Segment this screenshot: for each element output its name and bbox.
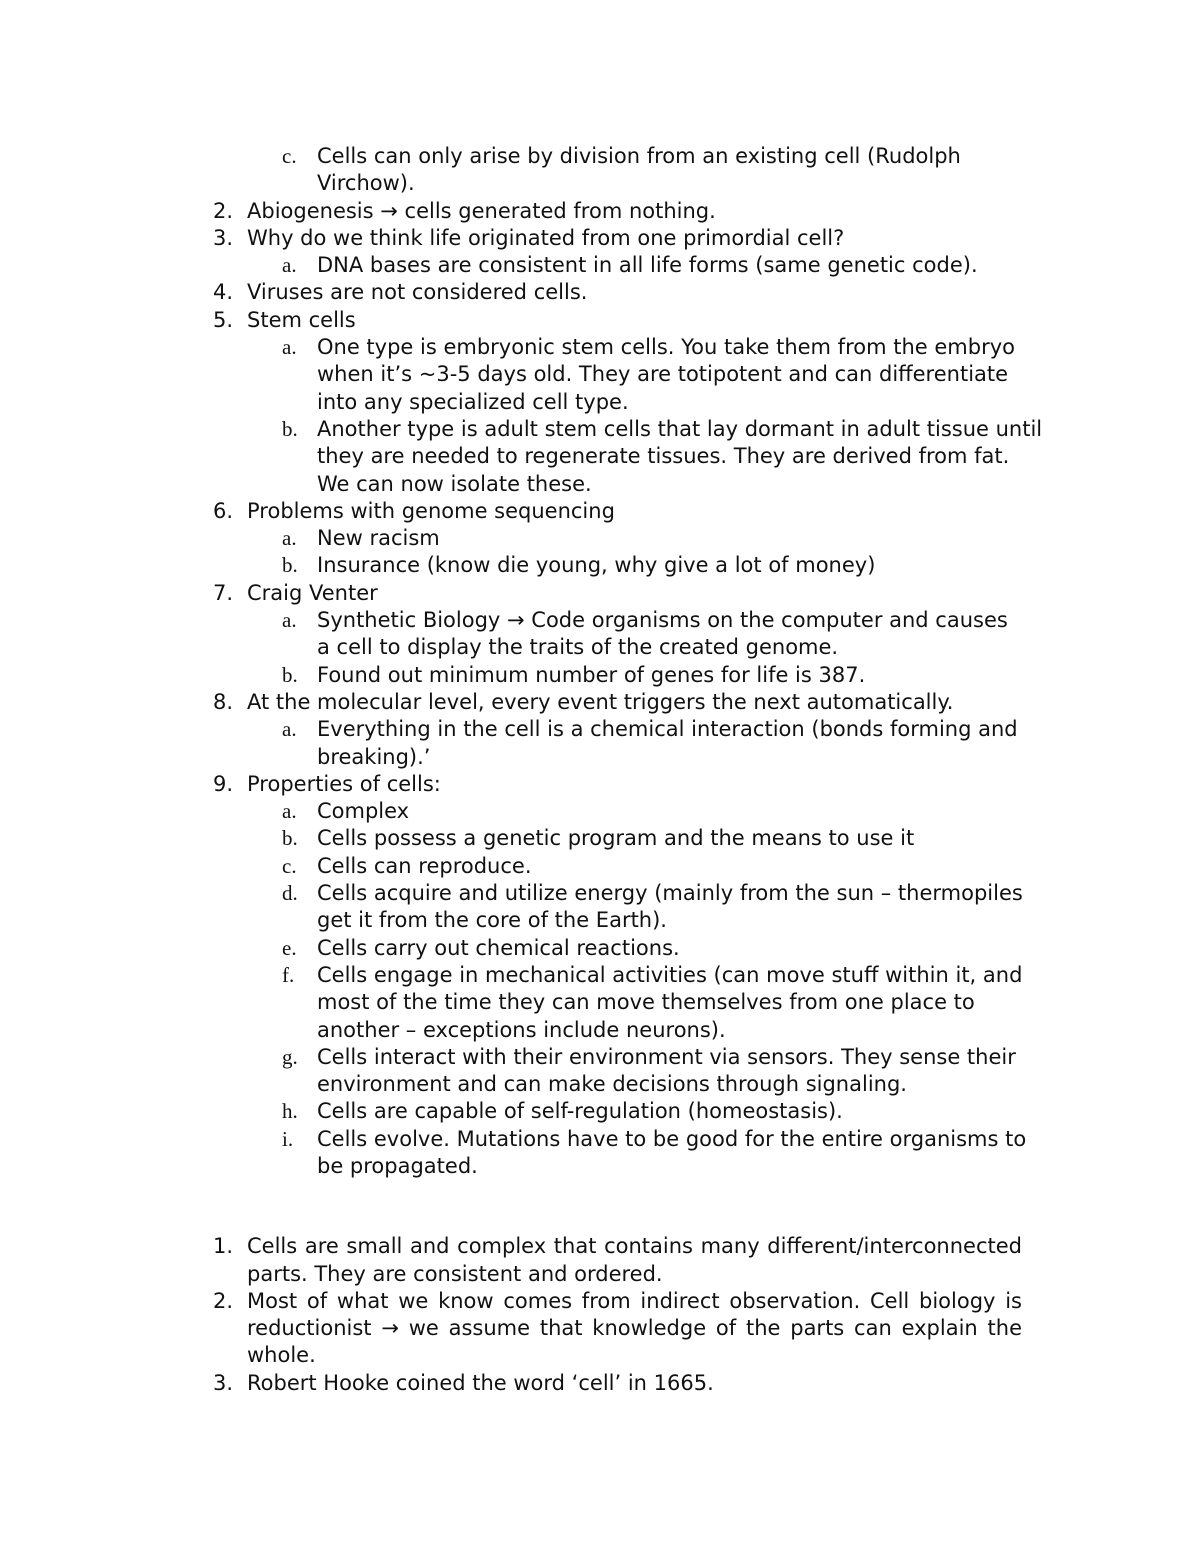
sub-list-item-continuation	[0, 1017, 1200, 1044]
sub-list-item-continuation	[0, 389, 1200, 416]
notes-list	[0, 143, 1200, 1397]
list-text: Craig Venter	[247, 580, 378, 605]
list-number: 2.	[212, 1288, 233, 1313]
list-text: most of the time they can move themselves from one place to	[317, 990, 975, 1015]
list-text: Most of what we know comes from indirect observation. Cell biology is	[247, 1288, 1022, 1313]
list-item	[0, 1370, 1200, 1397]
list-text: Viruses are not considered cells.	[247, 280, 588, 305]
sub-list-item	[0, 416, 1200, 443]
list-marker: c.	[282, 144, 297, 168]
list-marker: h.	[282, 1099, 298, 1124]
list-text: get it from the core of the Earth).	[317, 908, 667, 933]
list-item	[0, 580, 1200, 607]
sub-list-item	[0, 1044, 1200, 1071]
sub-list-item	[0, 853, 1200, 880]
sub-list-item	[0, 825, 1200, 852]
list-item	[0, 279, 1200, 306]
list-marker: a.	[282, 253, 297, 278]
list-text: into any specialized cell type.	[317, 389, 629, 414]
sub-list-item	[0, 1126, 1200, 1153]
list-text: Why do we think life originated from one primordial cell?	[247, 225, 845, 250]
list-text: breaking).’	[317, 744, 431, 769]
list-item-continuation	[0, 1315, 1200, 1342]
list-text: Virchow).	[317, 171, 415, 196]
list-number: 7.	[212, 580, 233, 605]
list-marker: e.	[282, 935, 297, 960]
list-text: Cells can only arise by division from an existing cell (Rudolph	[317, 144, 961, 168]
list-marker: f.	[282, 962, 295, 987]
sub-list-item	[0, 607, 1200, 634]
list-number: 8.	[212, 689, 233, 714]
sub-list-item	[0, 525, 1200, 552]
list-item	[0, 498, 1200, 525]
list-item	[0, 689, 1200, 716]
sub-list-item	[0, 334, 1200, 361]
list-marker: c.	[282, 853, 297, 878]
list-text: Abiogenesis → cells generated from nothing.	[247, 198, 716, 223]
sub-list-item	[0, 662, 1200, 689]
sub-list-item	[0, 1098, 1200, 1125]
sub-list-item	[0, 798, 1200, 825]
list-item	[0, 771, 1200, 798]
sub-list-item-continuation	[0, 1071, 1200, 1098]
list-marker: b.	[282, 416, 298, 441]
list-text: Found out minimum number of genes for life is 387.	[317, 662, 866, 687]
list-text: reductionist → we assume that knowledge of the parts can explain the	[247, 1316, 1022, 1341]
list-marker: g.	[282, 1044, 298, 1069]
list-text: Cells engage in mechanical activities (can move stuff within it, and	[317, 962, 1023, 987]
list-number: 6.	[212, 498, 233, 523]
list-text: Robert Hooke coined the word ‘cell’ in 1665.	[247, 1370, 714, 1395]
list-text: another – exceptions include neurons).	[317, 1017, 726, 1042]
sub-list-item	[0, 935, 1200, 962]
list-marker: a.	[282, 799, 297, 824]
list-item	[0, 198, 1200, 225]
list-item-continuation	[0, 1261, 1200, 1288]
list-marker: b.	[282, 826, 298, 851]
list-marker: b.	[282, 553, 298, 578]
list-text: At the molecular level, every event triggers the next automatically.	[247, 689, 954, 714]
list-marker: d.	[282, 881, 298, 906]
list-text: environment and can make decisions through signaling.	[317, 1072, 907, 1097]
list-text: New racism	[317, 526, 440, 551]
list-text: they are needed to regenerate tissues. They are derived from fat.	[317, 444, 1010, 469]
list-text: Cells interact with their environment via sensors. They sense their	[317, 1044, 1016, 1069]
sub-list-item	[0, 880, 1200, 907]
list-number: 4.	[212, 280, 233, 305]
list-text: Everything in the cell is a chemical interaction (bonds forming and	[317, 717, 1018, 742]
list-item	[0, 225, 1200, 252]
list-number: 2.	[212, 198, 233, 223]
sub-list-item-continuation	[0, 1153, 1200, 1180]
list-text: Cells are small and complex that contains many different/interconnected	[247, 1234, 1022, 1259]
list-item	[0, 1288, 1200, 1315]
list-item	[0, 1233, 1200, 1260]
sub-list-item	[0, 716, 1200, 743]
list-item	[0, 143, 1200, 170]
sub-list-item-continuation	[0, 443, 1200, 470]
list-text: We can now isolate these.	[317, 471, 592, 496]
list-text: DNA bases are consistent in all life forms (same genetic code).	[317, 253, 978, 278]
list-marker: a.	[282, 335, 297, 360]
list-marker: a.	[282, 717, 297, 742]
list-number: 5.	[212, 307, 233, 332]
list-text: parts. They are consistent and ordered.	[247, 1261, 663, 1286]
list-text: a cell to display the traits of the created genome.	[317, 635, 839, 660]
list-text: when it’s ~3-5 days old. They are totipotent and can differentiate	[317, 362, 1009, 387]
list-text: Cells acquire and utilize energy (mainly from the sun – thermopiles	[317, 881, 1023, 906]
list-text: Complex	[317, 799, 410, 824]
sub-list-item	[0, 552, 1200, 579]
list-marker: i.	[282, 1126, 294, 1151]
list-text: Cells are capable of self-regulation (homeostasis).	[317, 1099, 843, 1124]
sub-list-item-continuation	[0, 744, 1200, 771]
list-text: Another type is adult stem cells that lay dormant in adult tissue until	[317, 416, 1043, 441]
list-item	[0, 307, 1200, 334]
sub-list-item-continuation	[0, 907, 1200, 934]
list-number: 1.	[212, 1234, 233, 1259]
sub-list-item-continuation	[0, 634, 1200, 661]
list-text: Problems with genome sequencing	[247, 498, 615, 523]
list-text: Synthetic Biology → Code organisms on the computer and causes	[317, 608, 1008, 633]
list-marker: a.	[282, 526, 297, 551]
sub-list-item-continuation	[0, 361, 1200, 388]
list-marker: a.	[282, 608, 297, 633]
list-text: Cells possess a genetic program and the means to use it	[317, 826, 915, 851]
section-spacer	[0, 1180, 1200, 1233]
sub-list-item	[0, 252, 1200, 279]
list-text: One type is embryonic stem cells. You take them from the embryo	[317, 335, 1015, 360]
list-text: Cells evolve. Mutations have to be good for the entire organisms to	[317, 1126, 1027, 1151]
list-number: 3.	[212, 225, 233, 250]
list-number: 3.	[212, 1370, 233, 1395]
list-number: 9.	[212, 771, 233, 796]
list-item-continuation	[0, 170, 1200, 197]
list-item-continuation	[0, 1342, 1200, 1369]
list-text: Cells carry out chemical reactions.	[317, 935, 680, 960]
list-text: Cells can reproduce.	[317, 853, 532, 878]
list-text: Insurance (know die young, why give a lot of money)	[317, 553, 876, 578]
sub-list-item-continuation	[0, 989, 1200, 1016]
list-text: be propagated.	[317, 1153, 478, 1178]
sub-list-item	[0, 962, 1200, 989]
sub-list-item-continuation	[0, 471, 1200, 498]
list-text: Stem cells	[247, 307, 356, 332]
list-marker: b.	[282, 662, 298, 687]
list-text: Properties of cells:	[247, 771, 441, 796]
list-text: whole.	[247, 1343, 316, 1368]
